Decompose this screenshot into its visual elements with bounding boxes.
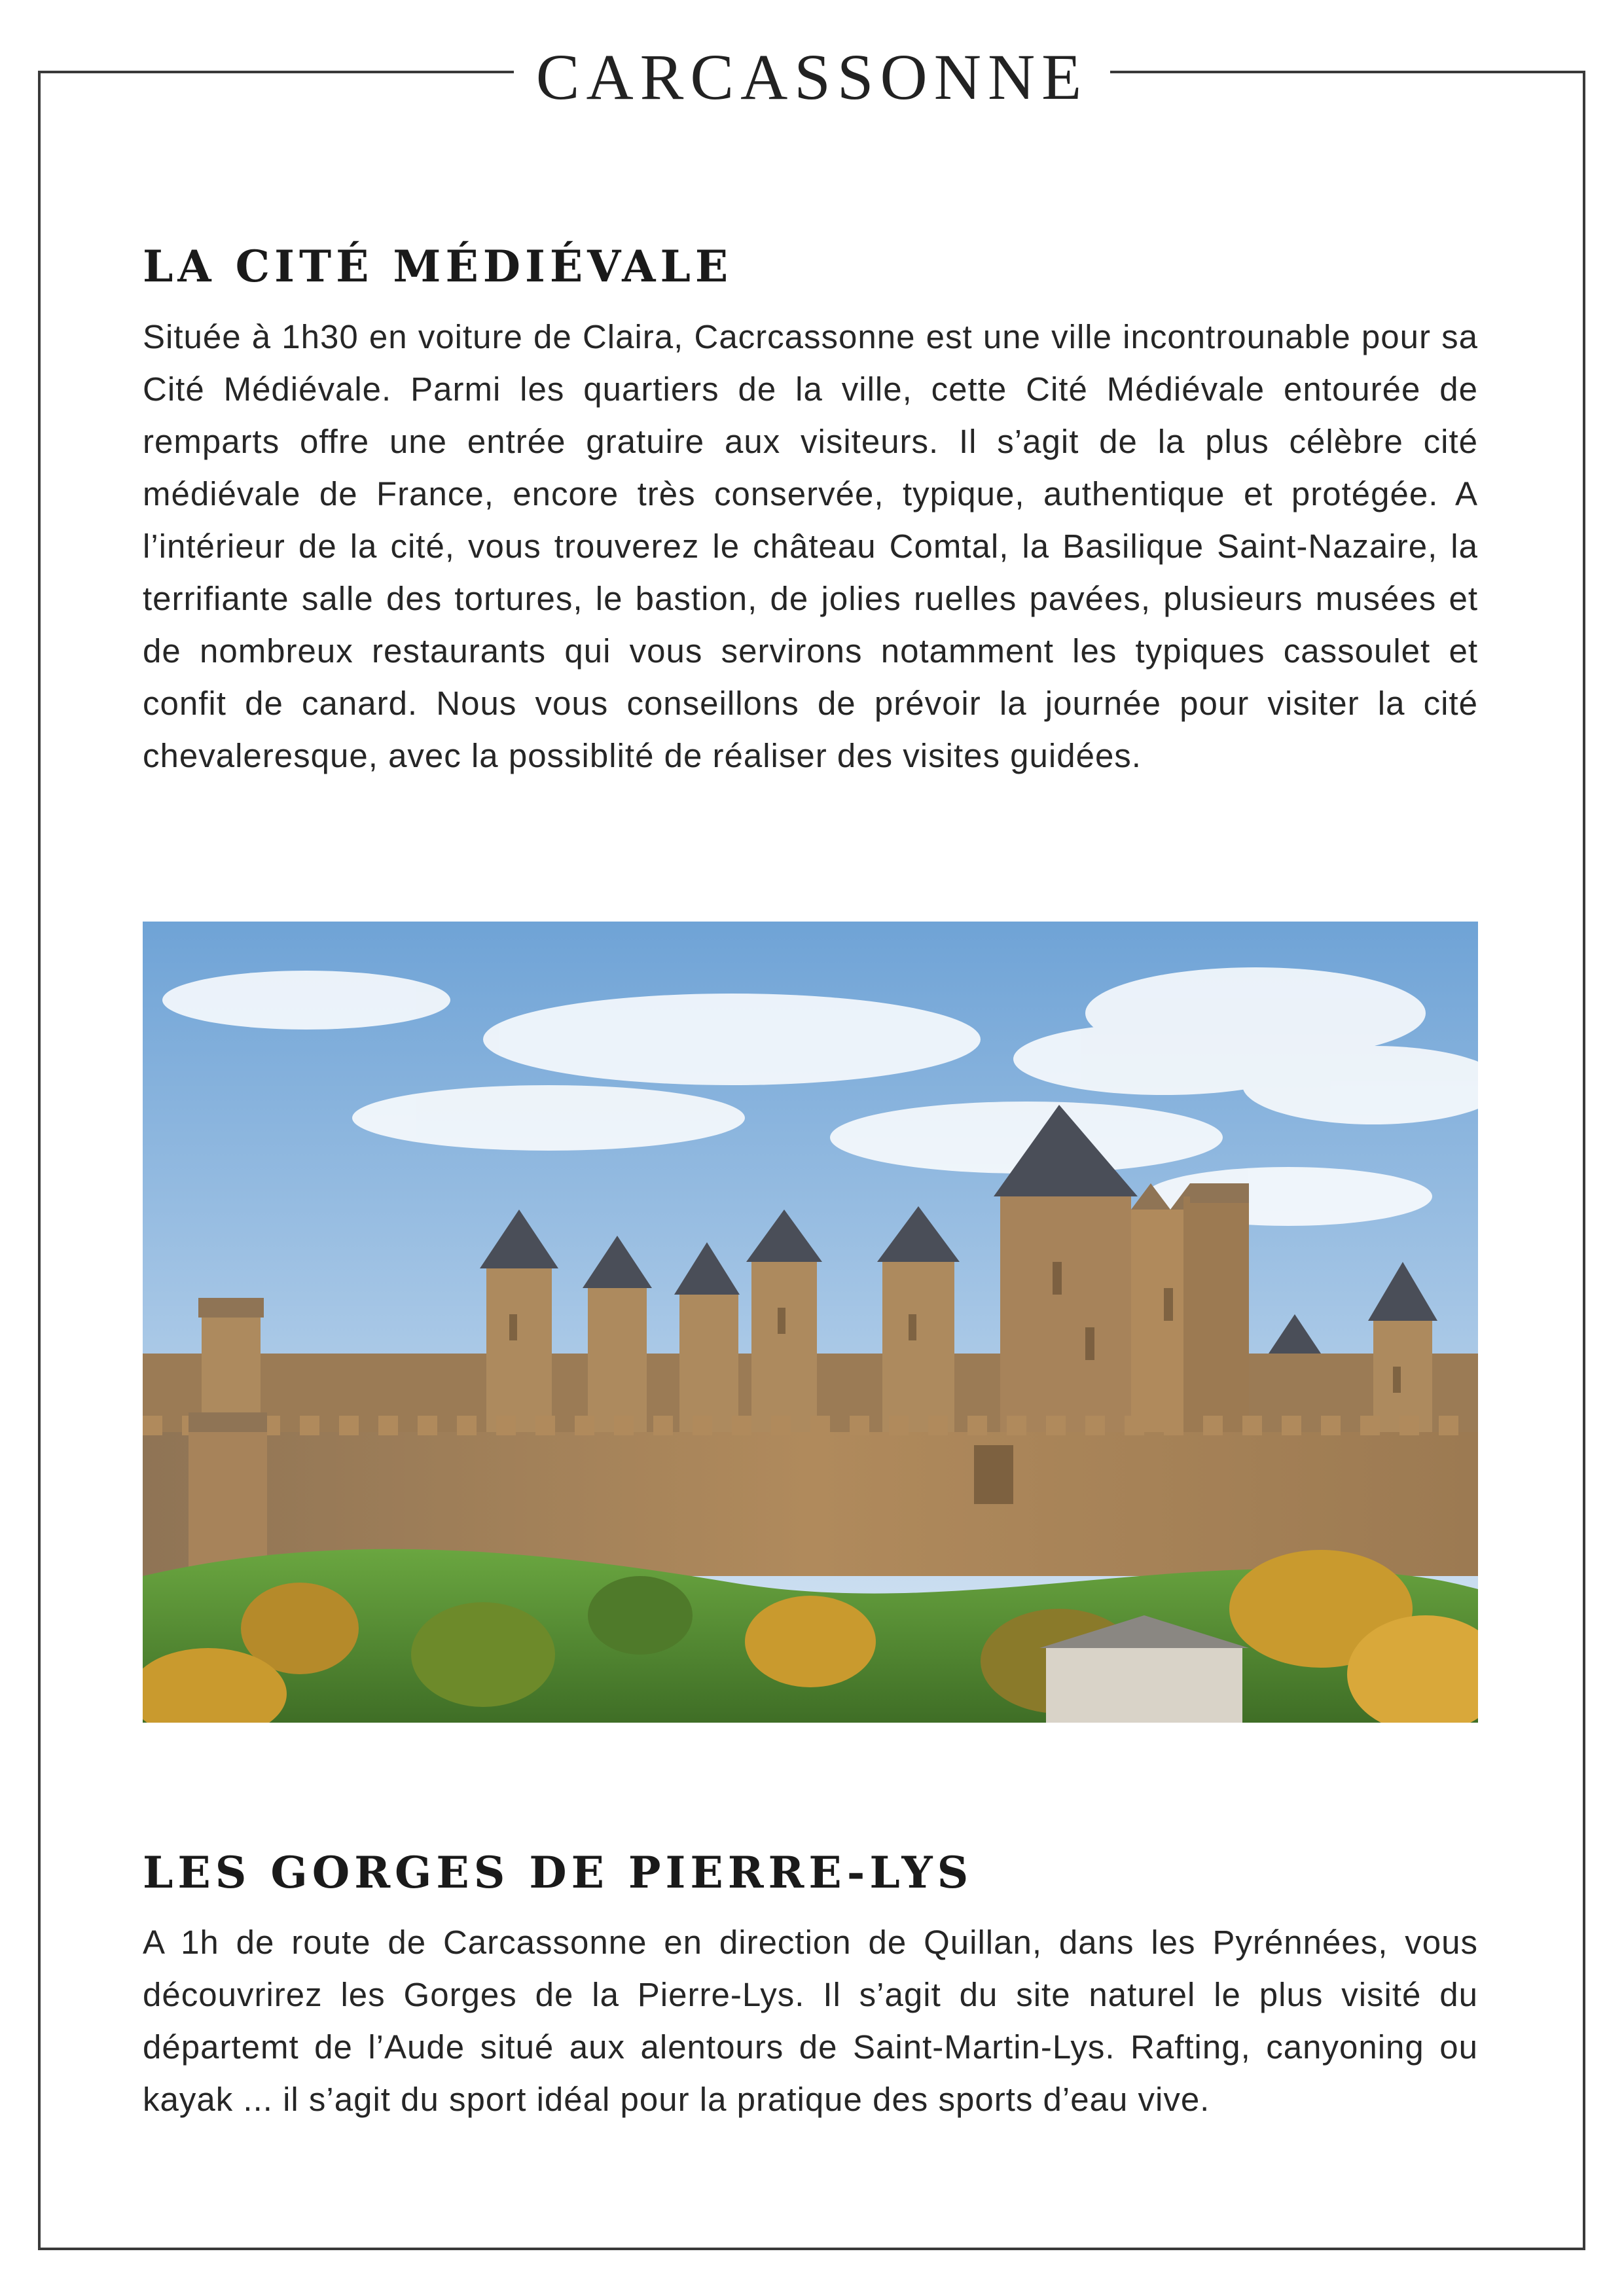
section-text-gorges-pierre-lys: A 1h de route de Carcassonne en direction de Quillan, dans les Pyrénnées, vous découvrirez les Gorges de la Pierre-Lys. Il s’agit du site naturel le plus visité du départemt de l’Aude situé aux alentours de Saint-Martin-Lys. Rafting, canyoning ou kayak ... il s’agit du sport idéal pour la pratique des sports d’eau vive.: [143, 1924, 1478, 2118]
page-title: [0, 38, 1624, 117]
section-text-cite-medievale: Située à 1h30 en voiture de Claira, Cacrcassonne est une ville incontrounable pour sa Cité Médiévale. Parmi les quartiers de la ville, cette Cité Médiévale entourée de remparts offre une entrée gratuire aux visiteurs. Il s’agit de la plus célèbre cité médiévale de France, encore très conservée, typique, authentique et protégée. A l’intérieur de la cité, vous trouverez le château Comtal, la Basilique Saint-Nazaire, la terrifiante salle des tortures, le bastion, de jolies ruelles pavées, plusieurs musées et de nombreux restaurants qui vous servirons notamment les typiques cassoulet et confit de canard. Nous vous conseillons de prévoir la journée pour visiter la cité chevaleresque, avec la possiblité de réaliser des visites guidées.: [143, 318, 1478, 774]
fortress-illustration: [143, 922, 1478, 1723]
carcassonne-photo: [143, 922, 1478, 1723]
section-title-cite-medievale: LA CITÉ MÉDIÉVALE: [143, 241, 733, 292]
section-title-gorges-pierre-lys: LES GORGES DE PIERRE-LYS: [143, 1847, 973, 1898]
page-title-text: CARCASSONNE: [514, 38, 1111, 117]
